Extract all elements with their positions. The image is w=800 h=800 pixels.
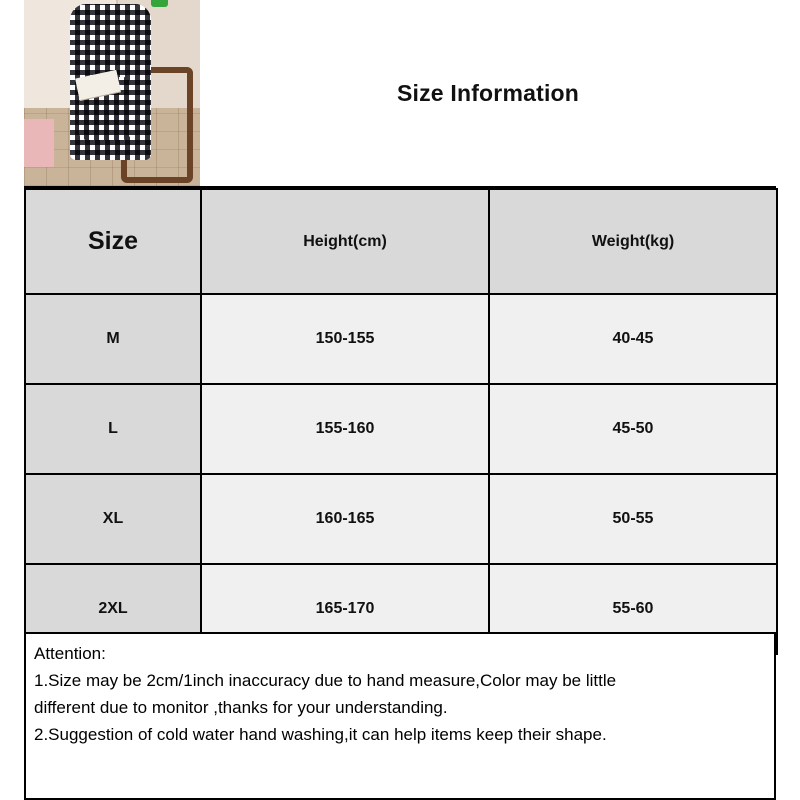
column-header-height: Height(cm) <box>201 189 489 294</box>
cell-weight: 50-55 <box>489 474 777 564</box>
photo-pink-object <box>24 119 54 167</box>
cell-height: 155-160 <box>201 384 489 474</box>
cell-weight: 55-60 <box>489 564 777 654</box>
cell-size: M <box>25 294 201 384</box>
attention-heading: Attention: <box>34 644 106 663</box>
table-body <box>25 294 777 654</box>
table-header-row <box>25 189 777 294</box>
cell-weight: 40-45 <box>489 294 777 384</box>
column-header-weight: Weight(kg) <box>489 189 777 294</box>
cell-size: XL <box>25 474 201 564</box>
attention-line-2: different due to monitor ,thanks for your understanding. <box>34 698 448 717</box>
table-row <box>25 294 777 384</box>
photo-image <box>24 0 200 186</box>
attention-line-1: 1.Size may be 2cm/1inch inaccuracy due to hand measure,Color may be little <box>34 671 617 690</box>
cell-weight: 45-50 <box>489 384 777 474</box>
green-marker-icon <box>151 0 169 7</box>
cell-size: L <box>25 384 201 474</box>
cell-height: 165-170 <box>201 564 489 654</box>
page-title: Size Information <box>396 79 580 106</box>
cell-height: 150-155 <box>201 294 489 384</box>
title-block <box>200 0 776 186</box>
product-photo <box>24 0 200 186</box>
attention-box <box>24 632 776 800</box>
attention-line-3: 2.Suggestion of cold water hand washing,it can help items keep their shape. <box>34 725 607 744</box>
cell-size: 2XL <box>25 564 201 654</box>
cell-height: 160-165 <box>201 474 489 564</box>
column-header-size: Size <box>25 189 201 294</box>
size-table <box>24 188 778 655</box>
table-header <box>25 189 777 294</box>
table-row <box>25 384 777 474</box>
table-row <box>25 474 777 564</box>
